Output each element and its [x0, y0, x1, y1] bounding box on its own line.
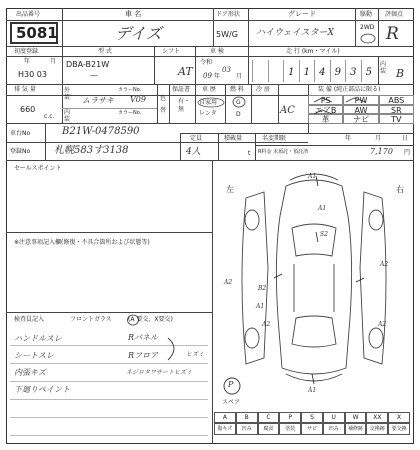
model-label: 型 式 [98, 48, 112, 55]
mileage-label: 走 行 (km・マイル) [286, 48, 340, 55]
inspector-note-3: 内張キズ [14, 368, 46, 377]
legend-code: U [323, 412, 345, 423]
equip-label: 装 備 (純正部品に限る) [318, 86, 381, 93]
equip-item: AW [343, 105, 378, 115]
legend-code: B [236, 412, 258, 423]
legend-code: X [388, 412, 410, 423]
legend-code: XX [366, 412, 388, 423]
chassis-value: B21W-0478590 [62, 126, 140, 137]
inspection-label: 車 検 [210, 48, 224, 55]
mileage-digit: 5 [361, 60, 377, 82]
inspection-year: 09 [203, 72, 212, 80]
ac-label: 冷 房 [256, 86, 270, 93]
mark-3: S2 [320, 231, 328, 238]
equip-item: ナビ [343, 114, 378, 124]
name-change-label: 名変期限 [262, 135, 287, 142]
yen-unit: 円 [404, 149, 411, 156]
equip-item: 革 [308, 114, 343, 124]
legend-code: W [345, 412, 367, 423]
chassis-label: 車台No [10, 130, 31, 137]
mark-10: A1 [308, 387, 317, 394]
history-label: 車 歴 [202, 86, 216, 93]
shift-label: シフト [162, 48, 181, 55]
warranty-label: 保証書 [172, 86, 191, 93]
inspector-note-1: ハンドルスレ [14, 334, 62, 343]
sales-point-label: セールスポイント [14, 165, 62, 172]
nc-day: 日 [402, 135, 409, 142]
diagram-left-label: 左 [226, 185, 234, 194]
displacement-label: 排 気 量 [14, 86, 36, 93]
cc-unit: c.c. [44, 113, 55, 120]
year-label: 年 [24, 58, 31, 65]
damage-legend [214, 412, 410, 438]
interior-label: 内装 [380, 61, 387, 75]
mark-1: A1 [308, 173, 317, 180]
color-label: 色 [160, 95, 167, 102]
mileage-digit: 9 [330, 60, 346, 82]
nc-year: 年 [345, 135, 352, 142]
score-value: R [386, 24, 399, 44]
legend-meaning: 要交換 [388, 423, 410, 435]
equip-item: TV [379, 114, 414, 124]
first-reg-label: 初度登録 [14, 48, 39, 55]
mark-2: A1 [318, 205, 327, 212]
lot-number: 5081 [16, 24, 58, 42]
drive-label: 駆動 [360, 11, 373, 18]
recycle-label: R料金 未預託・預託済 [258, 149, 309, 155]
equip-item: ABS [379, 95, 414, 105]
fuel-circle-icon [231, 96, 247, 108]
inspection-year-unit: 年 [214, 73, 221, 80]
load-unit: t [248, 150, 251, 157]
legend-meaning: サビ [301, 423, 323, 435]
mileage-digits [252, 60, 376, 82]
legend-meaning: 塗装 [279, 423, 301, 435]
legend-code: S [301, 412, 323, 423]
inspector-note-4: 下廻りペイント [14, 385, 70, 394]
car-diagram [216, 168, 412, 408]
mark-5: B2 [258, 285, 267, 292]
equip-item: PW [343, 95, 378, 105]
interior-value: B [396, 67, 405, 80]
warranty-value: 有・無 [178, 98, 191, 114]
fuel-label: 燃 料 [230, 86, 244, 93]
month-label: 月 [50, 58, 57, 65]
change-label: 替 [160, 107, 167, 114]
plate-value: 札幌583す3138 [54, 145, 129, 156]
mark-9: A2 [262, 321, 271, 328]
score-label: 評価点 [385, 11, 404, 18]
legend-meaning: 交換跡 [366, 423, 388, 435]
spare-label: スペア [222, 399, 241, 406]
mileage-digit [268, 60, 284, 82]
history-circle-icon [197, 97, 225, 108]
grade-value: ハイウェイスターX [256, 28, 334, 38]
drive-4wd-circle-icon [360, 33, 376, 44]
nc-month: 月 [375, 135, 382, 142]
mark-6: A2 [380, 261, 389, 268]
equip-check-marks [312, 96, 412, 124]
fuel-d: D [236, 111, 241, 118]
interior-color-label: 内装 [64, 109, 71, 123]
inspection-month: 03 [222, 66, 231, 74]
reg-date: H30 03 [18, 70, 47, 79]
door-value: 5W/G [216, 30, 238, 39]
recycle-value: 7,170 [370, 147, 393, 156]
mileage-digit: 1 [299, 60, 315, 82]
mileage-digit: 3 [345, 60, 361, 82]
inspector-note-right-4: ネジロタワサートヒズミ [126, 369, 193, 376]
drive-value: 2WD [360, 24, 375, 31]
history-value: 自家用 [199, 99, 218, 106]
car-name: デイズ [115, 24, 162, 43]
inspector-note-right-3: ヒズミ [186, 351, 205, 358]
plate-label: 登録No [10, 148, 31, 155]
legend-meaning: 凹み [236, 423, 258, 435]
glass-label: フロントガラス [70, 316, 112, 323]
glass-circle-icon [126, 314, 140, 326]
model-sub: — [90, 71, 98, 80]
ac-value: AC [280, 105, 295, 116]
mileage-digit: 1 [283, 60, 299, 82]
load-label: 積載量 [224, 135, 243, 142]
bracket-mark [164, 336, 184, 362]
inspector-note-2: シートスレ [14, 351, 54, 360]
exterior-label: 外装 [64, 87, 71, 101]
spare-mark: P [228, 380, 234, 389]
legend-meaning: 傷キズ [214, 423, 236, 435]
mileage-digit: 4 [314, 60, 330, 82]
inspector-note-right-1: Rパネル [128, 333, 159, 342]
shift-value: AT [178, 65, 193, 78]
color-no: V09 [130, 95, 146, 104]
inspection-month-unit: 月 [236, 73, 243, 80]
door-label: ドア形状 [216, 11, 240, 18]
legend-meaning: 補修跡 [345, 423, 367, 435]
equip-item: SR [379, 105, 414, 115]
fuel-g: G [236, 99, 241, 106]
mark-7: A2 [378, 321, 387, 328]
inspector-label: 検査員記入 [14, 316, 45, 323]
legend-code: P [279, 412, 301, 423]
grade-label: グレード [288, 10, 316, 18]
legend-code: A [214, 412, 236, 423]
legend-meaning: 凹み [323, 423, 345, 435]
mark-4: A2 [224, 279, 233, 286]
legend-code: C [258, 412, 280, 423]
lot-label: 出品番号 [16, 11, 41, 18]
mileage-digit [252, 60, 268, 82]
car-name-label: 車 名 [125, 10, 142, 18]
equip-item: PS [308, 95, 343, 105]
capacity-label: 定員 [190, 135, 203, 142]
color-no-label: カラーNo. [118, 87, 142, 93]
model-value: DBA-B21W [66, 60, 110, 69]
legend-meaning: 腐食 [258, 423, 280, 435]
exterior-color: ムラサキ [82, 96, 114, 105]
interior-color-no-label: カラーNo. [118, 110, 142, 116]
glass-choices: (A 要交、X要交) [128, 316, 173, 323]
notes-label: ※注意事項記入欄(修復・不具合箇所および状態等) [14, 239, 150, 246]
mark-8: A1 [256, 303, 265, 310]
inspector-note-right-2: Rフロア [128, 351, 159, 360]
displacement-value: 660 [20, 105, 36, 114]
rental-value: レンタ [199, 110, 217, 117]
equip-item: エアB [308, 105, 343, 115]
inspection-era: 令和 [200, 59, 213, 66]
capacity-value: 4人 [186, 147, 201, 157]
diagram-right-label: 右 [396, 185, 404, 194]
